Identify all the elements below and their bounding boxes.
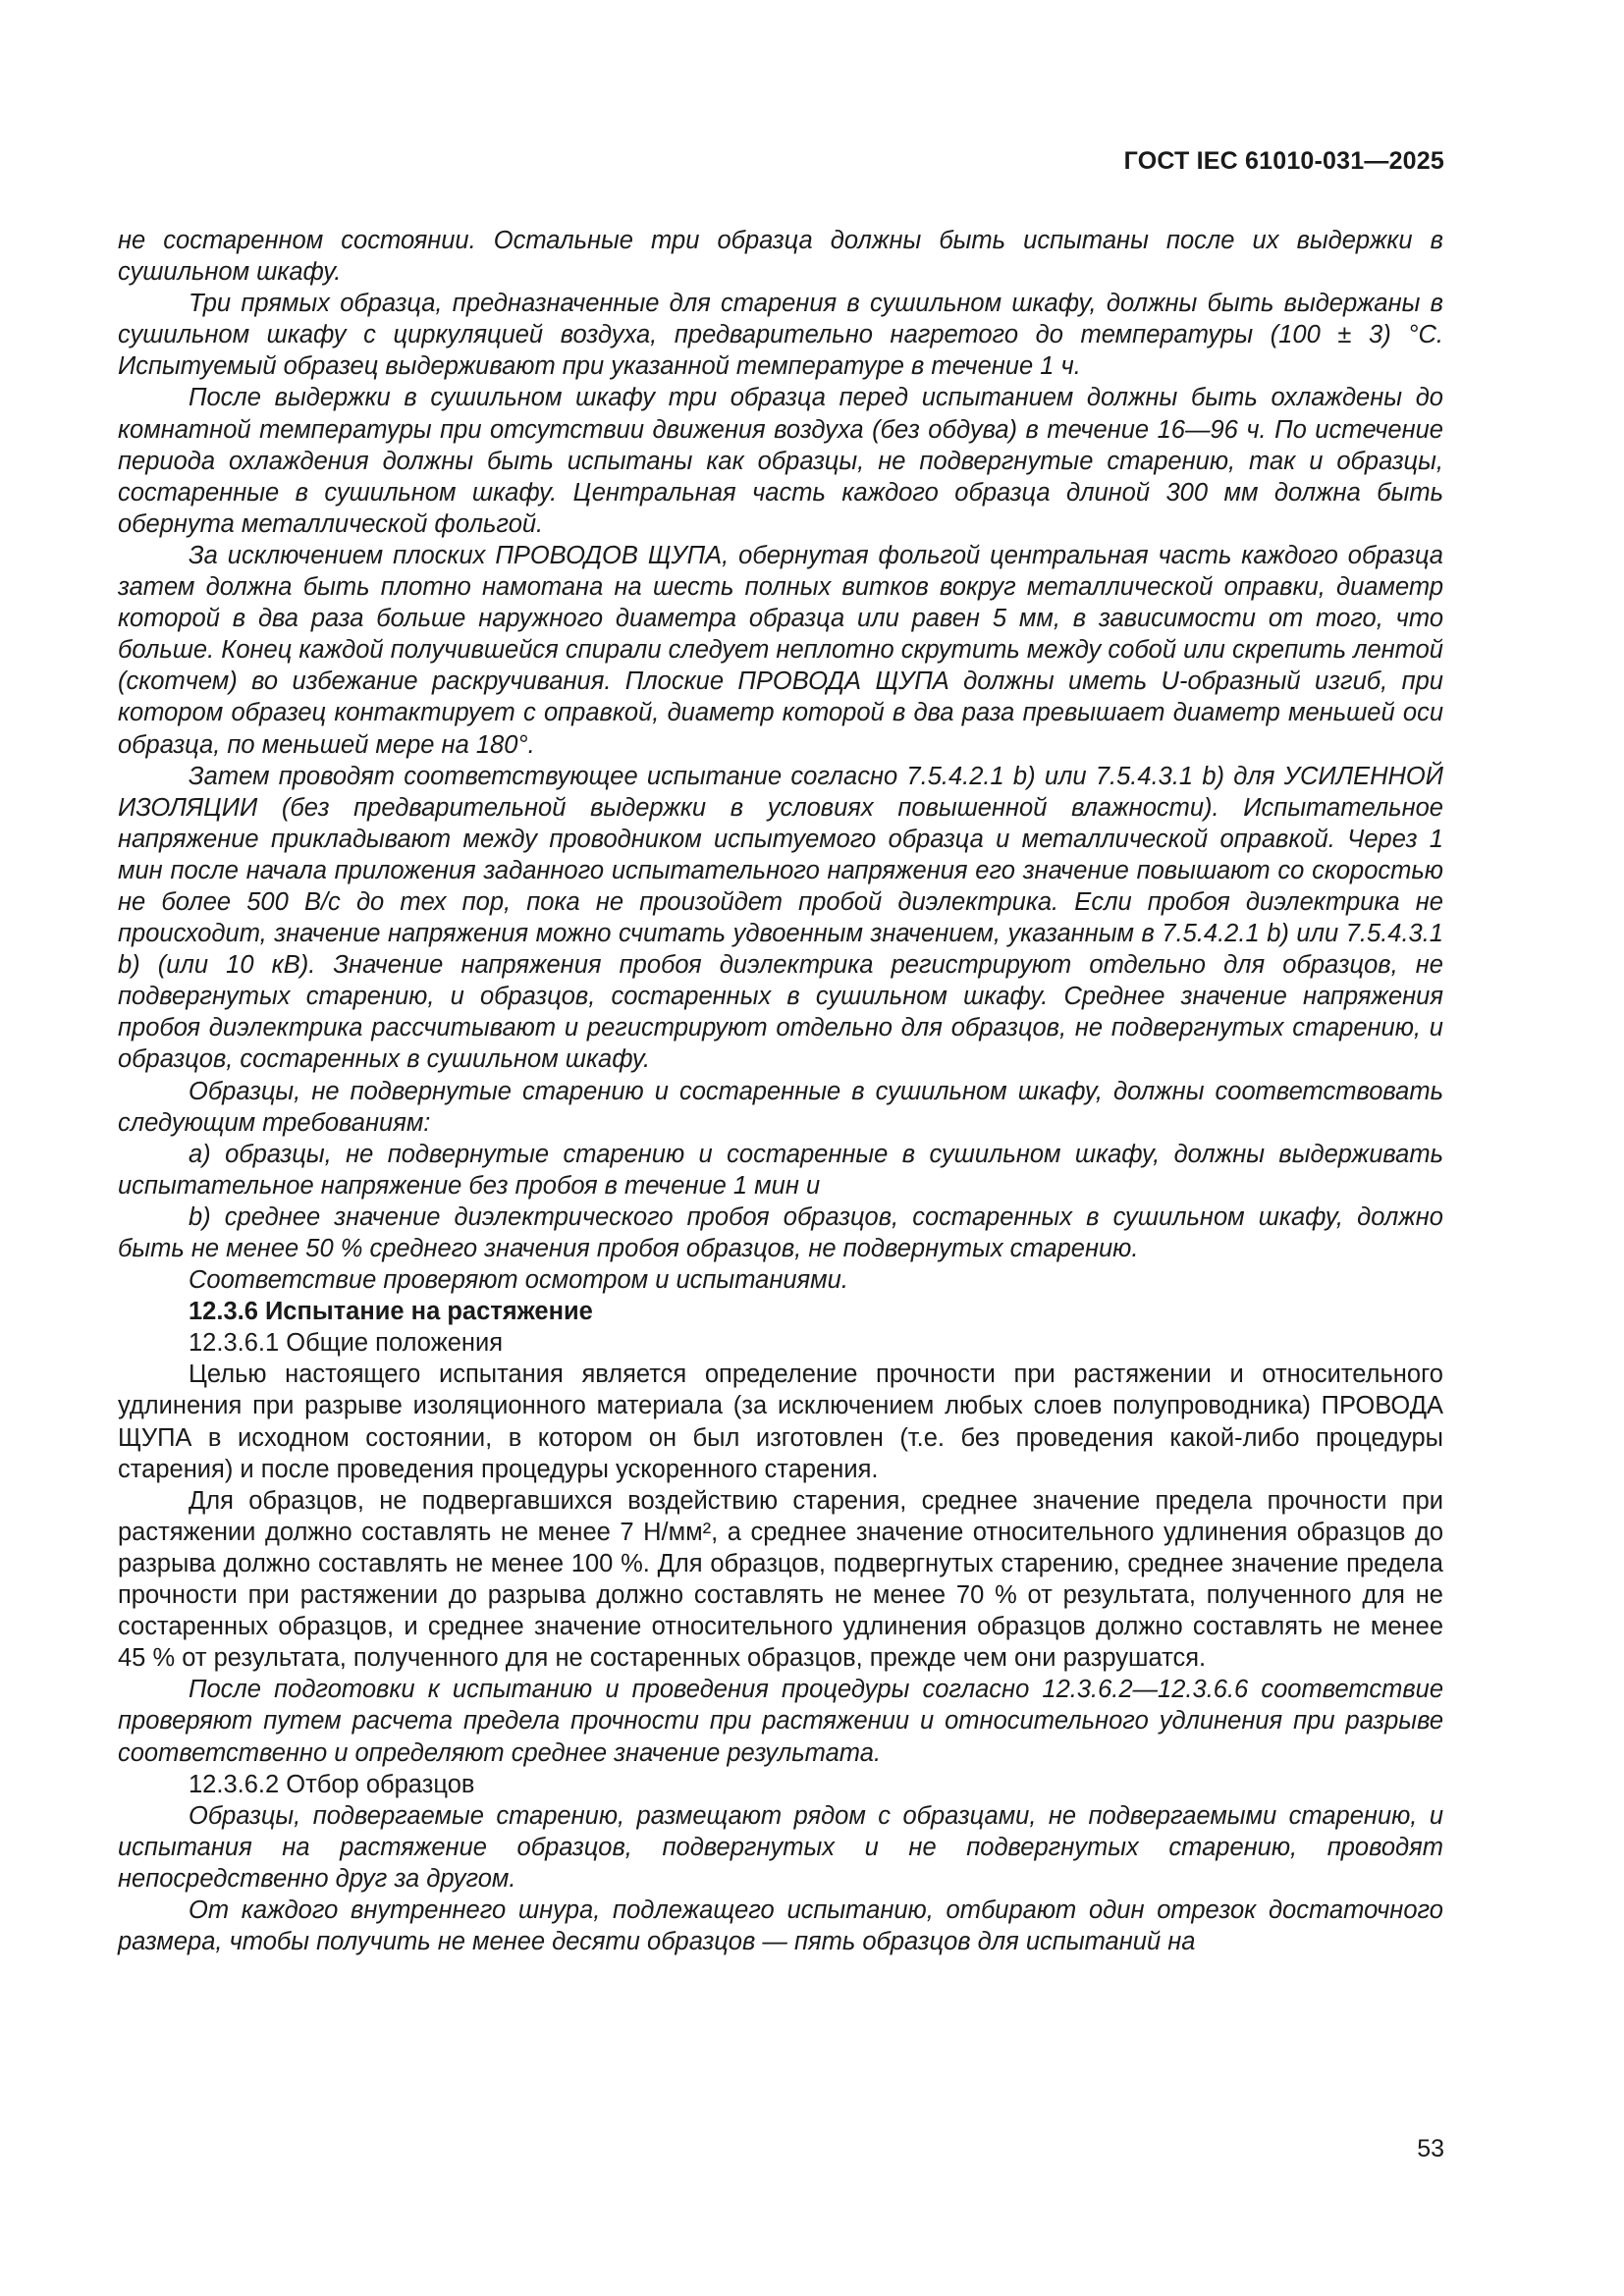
page-number: 53 [1417,2135,1444,2163]
list-item-a: а) образцы, не подвернутые старению и состаренные в сушильном шкафу, должны выдерживать испытательное напряжение без пробоя в течение 1 мин и [118,1140,1443,1200]
paragraph-continuation: не состаренном состоянии. Остальные три образца должны быть испытаны после их выдержки в сушильном шкафу. [118,227,1443,287]
paragraph-oven-aging: Три прямых образца, предназначенные для старения в сушильном шкафу, должны быть выдержаны в сушильном шкафу с циркуляцией воздуха, предварительно нагретого до температуры (100 ± 3) °C. Испытуемый образец выдерживают при указанной температуре в течение 1 ч. [118,290,1443,381]
subsection-heading-general: 12.3.6.1 Общие положения [189,1329,504,1358]
paragraph-voltage-test: Затем проводят соответствующее испытание согласно 7.5.4.2.1 b) или 7.5.4.3.1 b) для УСИЛЕННОЙ ИЗОЛЯЦИИ (без предварительной выдержки в условиях повышенной влажности). Испытательное напряжение прикладывают между проводником испытуемого образца и металлической оправкой. Через 1 мин после начала приложения заданного испытательного напряжения его значение повышают со скоростью не более 500 В/с до тех пор, пока не произойдет пробой диэлектрика. Если пробоя диэлектрика не происходит, значение напряжения можно считать удвоенным значением, указанным в 7.5.4.2.1 b) или 7.5.4.3.1 b) (или 10 кВ). Значение напряжения пробоя диэлектрика регистрируют отдельно для образцов, не подвергнутых старению, и образцов, состаренных в сушильном шкафу. Среднее значение напряжения пробоя диэлектрика рассчитывают и регистрируют отдельно для образцов, не подвергнутых старению, и образцов, состаренных в сушильном шкафу. [118,762,1443,1074]
paragraph-compliance-calculation: После подготовки к испытанию и проведения процедуры согласно 12.3.6.2—12.3.6.6 соответствие проверяют путем расчета предела прочности при растяжении и относительного удлинения при разрыве соответственно и определяют среднее значение результата. [118,1676,1443,1767]
paragraph-requirements-intro: Образцы, не подвернутые старению и состаренные в сушильном шкафу, должны соответствовать следующим требованиям: [118,1077,1443,1137]
paragraph-tensile-requirements: Для образцов, не подвергавшихся воздействию старения, среднее значение предела прочности при растяжении должно составлять не менее 7 Н/мм², а среднее значение относительного удлинения образцов до разрыва должно составлять не менее 100 %. Для образцов, подвергнутых старению, среднее значение предела прочности при растяжении до разрыва должно составлять не менее 70 % от результата, полученного для не состаренных образцов, и среднее значение относительного удлинения образцов должно составлять не менее 45 % от результата, полученного для не состаренных образцов, прежде чем они разрушатся. [118,1486,1443,1673]
paragraph-sample-placement: Образцы, подвергаемые старению, размещают рядом с образцами, не подвергаемыми старению, и испытания на растяжение образцов, подвергнутых и не подвергнутых старению, проводят непосредственно друг за другом. [118,1801,1443,1893]
paragraph-compliance-check: Соответствие проверяют осмотром и испытаниями. [189,1266,848,1295]
subsection-heading-sampling: 12.3.6.2 Отбор образцов [189,1770,475,1798]
paragraph-winding: За исключением плоских ПРОВОДОВ ЩУПА, обернутая фольгой центральная часть каждого образца затем должна быть плотно намотана на шесть полных витков вокруг металлической оправки, диаметр которой в два раза больше наружного диаметра образца или равен 5 мм, в зависимости от того, что больше. Конец каждой получившейся спирали следует неплотно скрутить между собой или скрепить лентой (скотчем) во избежание раскручивания. Плоские ПРОВОДА ЩУПА должны иметь U-образный изгиб, при котором образец контактирует с оправкой, диаметр которой в два раза превышает диаметр меньшей оси образца, по меньшей мере на 180°. [118,541,1443,759]
paragraph-test-purpose: Целью настоящего испытания является определение прочности при растяжении и относительного удлинения при разрыве изоляционного материала (за исключением любых слоев полупроводника) ПРОВОДА ЩУПА в исходном состоянии, в котором он был изготовлен (т.е. без проведения какой-либо процедуры старения) и после проведения процедуры ускоренного старения. [118,1361,1443,1483]
paragraph-cooling: После выдержки в сушильном шкафу три образца перед испытанием должны быть охлаждены до комнатной температуры при отсутствии движения воздуха (без обдува) в течение 16—96 ч. По истечение периода охлаждения должны быть испытаны как образцы, не подвергнутые старению, так и образцы, состаренные в сушильном шкафу. Центральная часть каждого образца длиной 300 мм должна быть обернута металлической фольгой. [118,384,1443,538]
body-text [118,225,1443,1957]
list-item-b: b) среднее значение диэлектрического пробоя образцов, состаренных в сушильном шкафу, должно быть не менее 50 % среднего значения пробоя образцов, не подвернутых старению. [118,1202,1443,1262]
document-code-header: ГОСТ IEC 61010-031—2025 [1123,147,1444,175]
section-heading-tensile-test: 12.3.6 Испытание на растяжение [189,1298,593,1326]
paragraph-sample-cutting: От каждого внутреннего шнура, подлежащего испытанию, отбирают один отрезок достаточного размера, чтобы получить не менее десяти образцов — пять образцов для испытаний на [118,1896,1443,1956]
